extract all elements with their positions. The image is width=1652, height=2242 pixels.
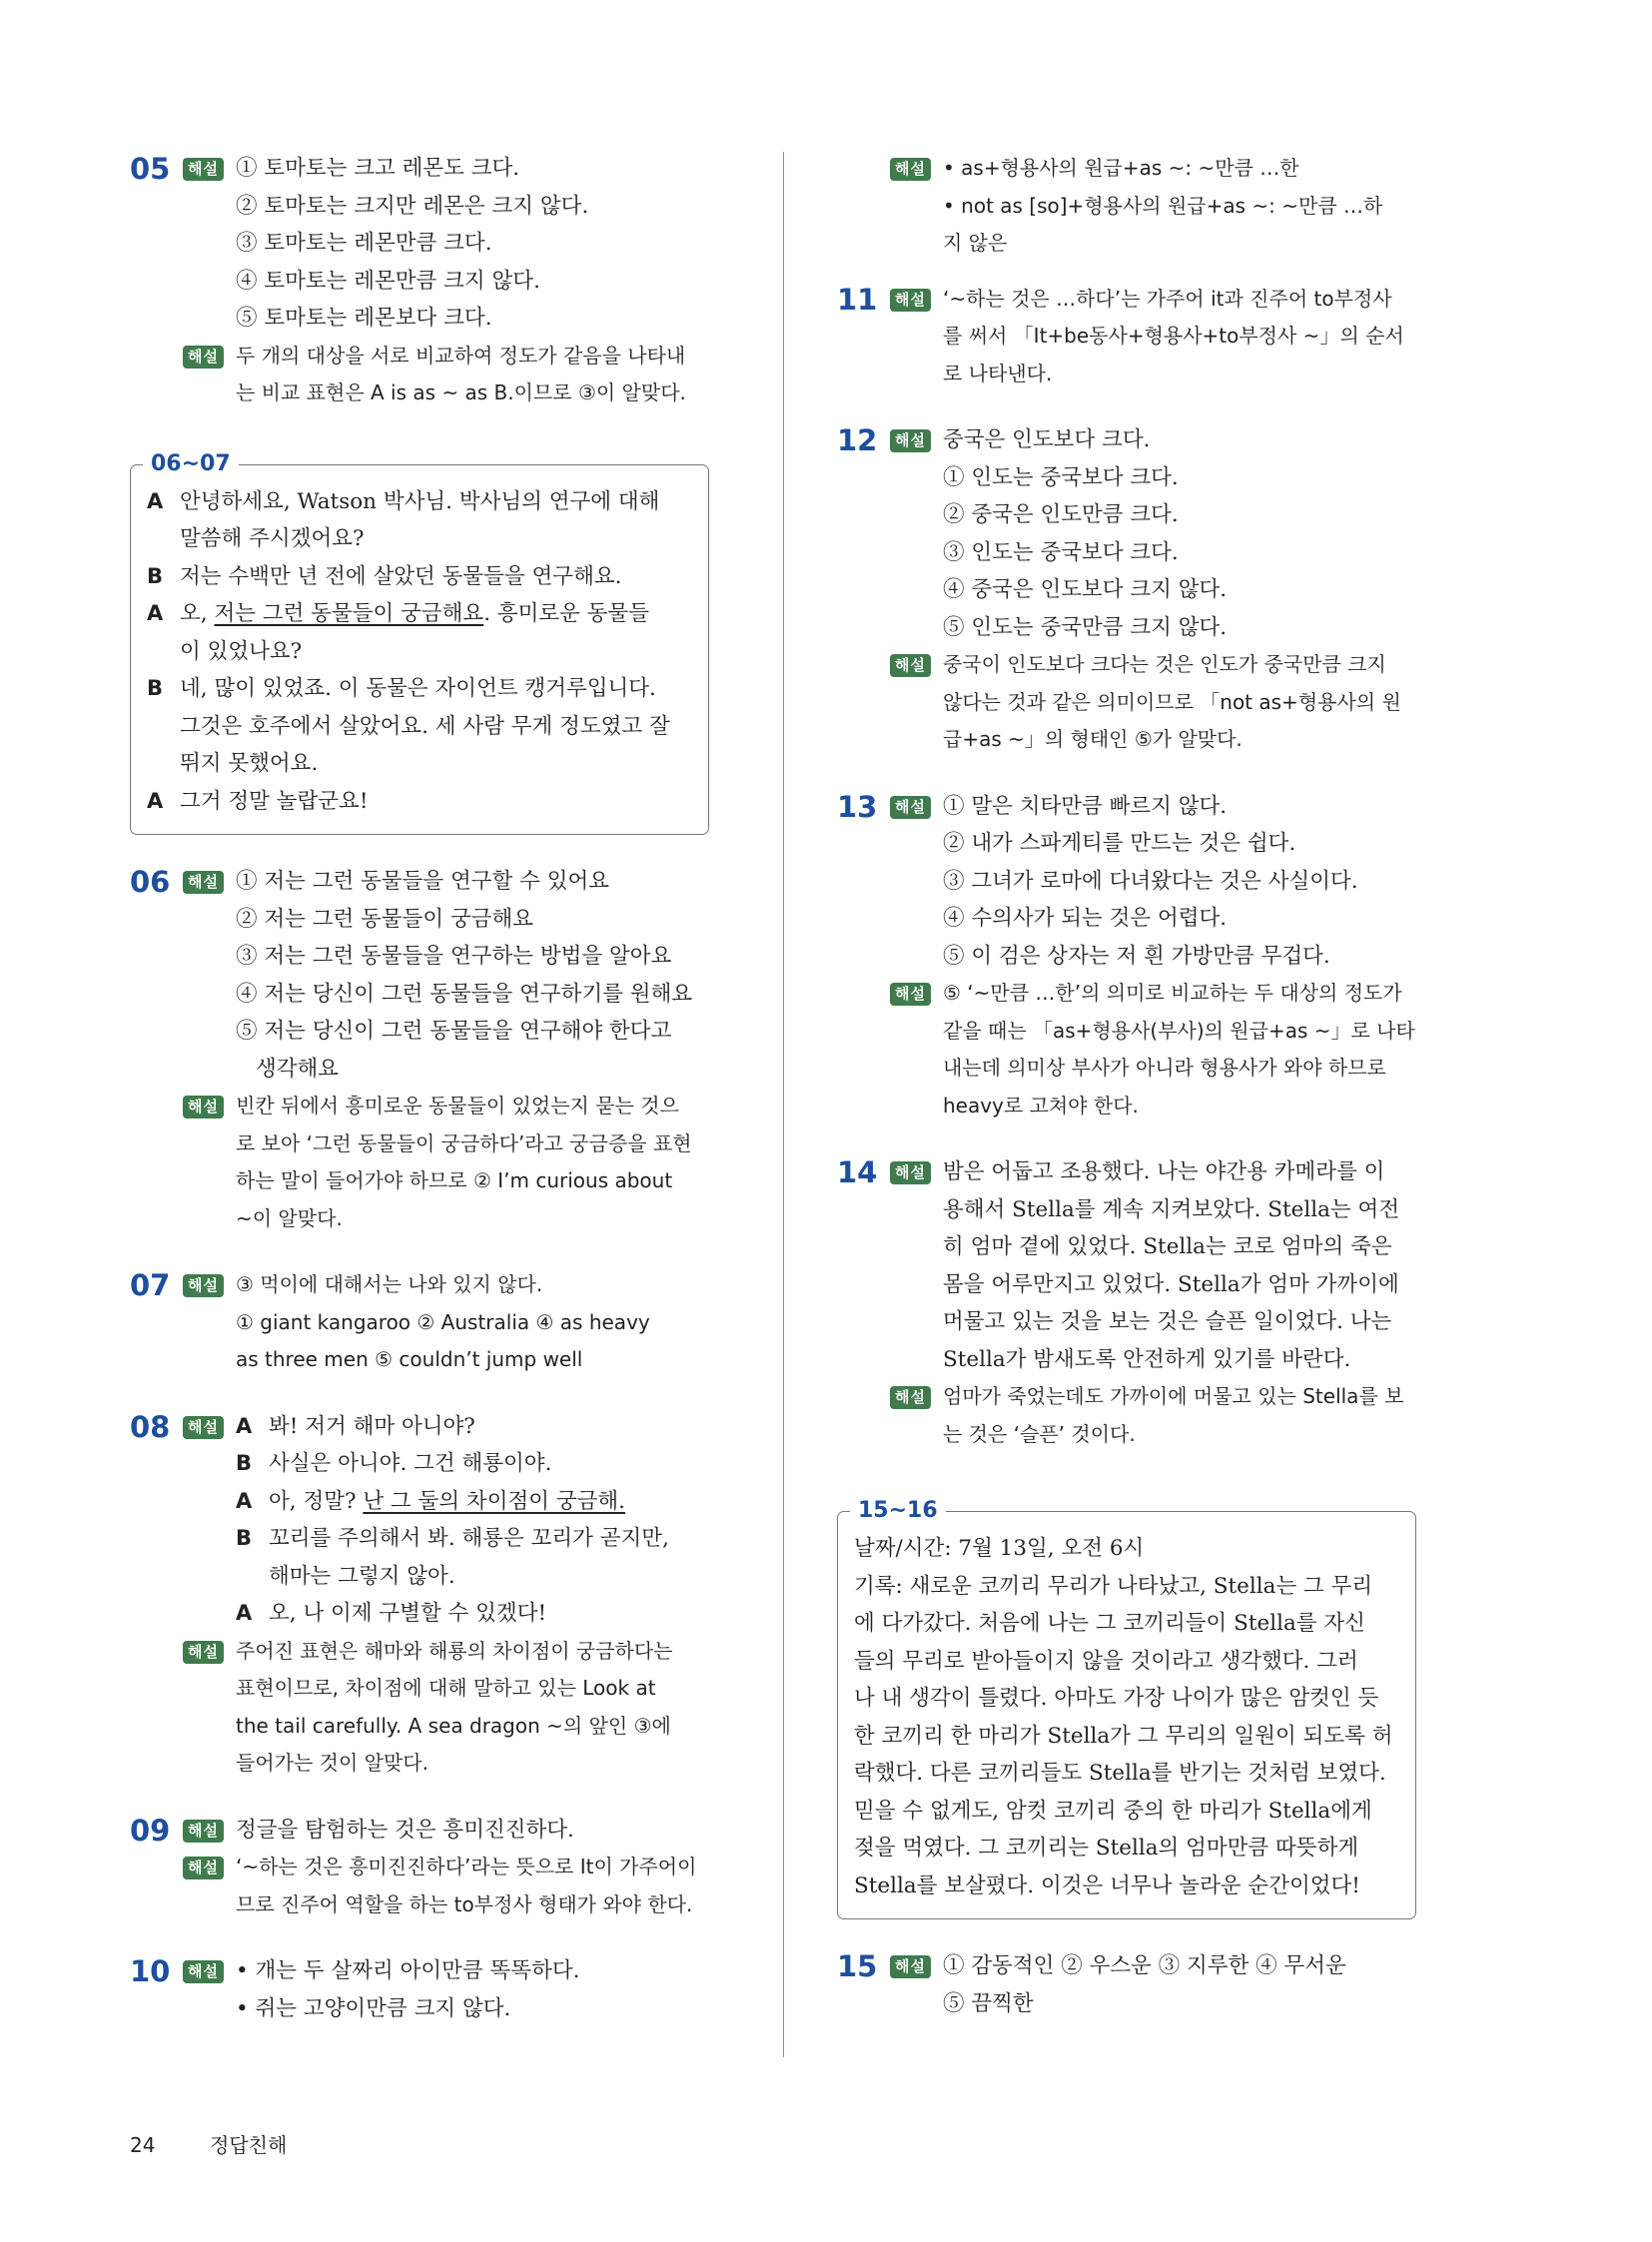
question-07: 07 해설 ③ 먹이에 대해서는 나와 있지 않다. ① giant kangaroo ② Australia ④ as heavy as three men ⑤ couldn’t jump well (130, 1268, 650, 1371)
question-13: 13 해설 ① 말은 치타만큼 빠르지 않다. ② 내가 스파게티를 만드는 것은 쉽다. ③ 그녀가 로마에 다녀왔다는 것은 사실이다. ④ 수의사가 되는 것은 어렵다. ⑤ 이 검은 상자는 저 흰 가방만큼 무겁다. 해설 ⑤ ‘~만큼 …한’의 의미로 비교하는 두 대상의 정도가 같을 때는 「as+형용사(부사)의 원급+as ~」로 나타 내는데 의미상 부사가 아니라 형용사가 와야 하므로 heavy로 고쳐야 한다. (837, 789, 1415, 1118)
explanation-badge: 해설 (890, 1386, 931, 1409)
question-number: 11 (837, 282, 878, 317)
question-number: 10 (130, 1954, 171, 1988)
question-number: 06 (130, 865, 171, 899)
explanation-badge: 해설 (183, 1820, 224, 1843)
explanation-badge: 해설 (183, 1096, 224, 1119)
question-number: 15 (837, 1949, 878, 1983)
underlined-sentence: 난 그 둘의 차이점이 궁금해. (363, 1488, 625, 1514)
passage-box-title: 06~07 (143, 449, 239, 479)
question-11: 11 해설 ‘~하는 것은 …하다’는 가주어 it과 진주어 to부정사 를 써서 「It+be동사+형용사+to부정사 ~」의 순서 로 나타낸다. (837, 282, 1404, 385)
question-number: 12 (837, 423, 878, 457)
explanation-badge: 해설 (890, 796, 931, 819)
passage-box-15-16: 15~16 날짜/시간: 7월 13일, 오전 6시 기록: 새로운 코끼리 무리가 나타났고, Stella는 그 무리 에 다가갔다. 처음에 나는 그 코끼리들이 Stella를 자신 들의 무리로 받아들이지 않을 것이라고 생각했다. 그러 나 내 생각이 틀렸다. 아마도 가장 나이가 많은 암컷인 듯 한 코끼리 한 마리가 Stella가 그 무리의 일원이 되도록 허 락했다. 다른 코끼리들도 Stella를 반기는 것처럼 보였다. 믿을 수 없게도, 암컷 코끼리 중의 한 마리가 Stella에게 젖을 먹였다. 그 코끼리는 Stella의 엄마만큼 따뜻하게 Stella를 보살폈다. 이것은 너무나 놀라운 순간이었다! (837, 1511, 1416, 1919)
explanation-badge: 해설 (183, 871, 224, 894)
question-12: 12 해설 중국은 인도보다 크다. ① 인도는 중국보다 크다. ② 중국은 인도만큼 크다. ③ 인도는 중국보다 크다. ④ 중국은 인도보다 크지 않다. ⑤ 인도는 중국만큼 크지 않다. 해설 중국이 인도보다 크다는 것은 인도가 중국만큼 크지 않다는 것과 같은 의미이므로 「not as+형용사의 원 급+as ~」의 형태인 ⑤가 알맞다. (837, 423, 1401, 751)
explanation-badge: 해설 (183, 158, 224, 181)
passage-box-06-07: 06~07 A 안녕하세요, Watson 박사님. 박사님의 연구에 대해 말씀해 주시겠어요? B 저는 수백만 년 전에 살았던 동물들을 연구해요. A 오, 저는 그런 동물들이 궁금해요. 흥미로운 동물들 이 있었나요? B 네, 많이 있었죠. 이 동물은 자이언트 캥거루입니다. 그것은 호주에서 살았어요. 세 사람 무게 정도였고 잘 뛰지 못했어요. A 그거 정말 놀랍군요! (130, 464, 709, 836)
explanation-badge: 해설 (890, 429, 931, 452)
book-title: 정답친해 (210, 2133, 288, 2157)
explanation-badge: 해설 (890, 1161, 931, 1184)
explanation-badge: 해설 (183, 1274, 224, 1297)
question-number: 07 (130, 1268, 171, 1302)
explanation-badge: 해설 (183, 1641, 224, 1664)
explanation-badge: 해설 (890, 1955, 931, 1978)
explanation-badge: 해설 (890, 289, 931, 312)
question-09: 09 해설 정글을 탐험하는 것은 흥미진진하다. 해설 ‘~하는 것은 흥미진진하다’라는 뜻으로 It이 가주어이 므로 진주어 역할을 하는 to부정사 형태가 와야 한다. (130, 1813, 697, 1916)
explanation-badge: 해설 (890, 654, 931, 677)
explanation-badge: 해설 (183, 1960, 224, 1983)
explanation-badge: 해설 (183, 1416, 224, 1439)
question-number: 05 (130, 152, 171, 186)
explanation-badge: 해설 (183, 1857, 224, 1879)
question-15: 15 해설 ① 감동적인 ② 우스운 ③ 지루한 ④ 무서운 ⑤ 끔찍한 (837, 1949, 1346, 2016)
question-10-continued: 해설 • as+형용사의 원급+as ~: ~만큼 …한 • not as [so]+형용사의 원급+as ~: ~만큼 …하 지 않은 (837, 150, 1416, 263)
question-number: 09 (130, 1813, 171, 1848)
explanation-badge: 해설 (890, 983, 931, 1006)
passage-box-title: 15~16 (850, 1496, 946, 1526)
column-divider (783, 152, 784, 2057)
explanation-badge: 해설 (183, 346, 224, 369)
question-number: 14 (837, 1155, 878, 1189)
left-column (130, 150, 709, 2027)
explanation-badge: 해설 (890, 158, 931, 181)
right-column (837, 150, 1416, 2022)
question-number: 13 (837, 789, 878, 824)
page-footer (130, 2129, 287, 2158)
question-number: 08 (130, 1409, 171, 1444)
page-number: 24 (130, 2133, 156, 2157)
question-05: 05 해설 ① 토마토는 크고 레몬도 크다. ② 토마토는 크지만 레몬은 크지 않다. ③ 토마토는 레몬만큼 크다. ④ 토마토는 레몬만큼 크지 않다. ⑤ 토마토는 레몬보다 크다. 해설 두 개의 대상을 서로 비교하여 정도가 같음을 나타내 는 비교 표현은 A is as ~ as B.이므로 ③이 알맞다. (130, 152, 686, 404)
question-08: 08 해설 A 봐! 저거 해마 아니야? B 사실은 아니야. 그건 해룡이야. A 아, 정말? 난 그 둘의 차이점이 궁금해. B 꼬리를 주의해서 봐. 해룡은 꼬리가 곧지만, 해마는 그렇지 않아. A 오, 나 이제 구별할 수 있겠다! 해설 주어진 표현은 해마와 해룡의 차이점이 궁금하다는 표현이므로, 차이점에 대해 말하고 있는 Look at the tail carefully. A sea dragon ~의 앞인 ③에 들어가는 것이 알맞다. (130, 1409, 673, 1775)
question-14: 14 해설 밤은 어둡고 조용했다. 나는 야간용 카메라를 이 용해서 Stella를 계속 지켜보았다. Stella는 여전 히 엄마 곁에 있었다. Stella는 코로 엄마의 죽은 몸을 어루만지고 있었다. Stella가 엄마 가까이에 머물고 있는 것을 보는 것은 슬픈 일이었다. 나는 Stella가 밤새도록 안전하게 있기를 바란다. 해설 엄마가 죽었는데도 가까이에 머물고 있는 Stella를 보 는 것은 ‘슬픈’ 것이다. (837, 1155, 1404, 1446)
question-10: 10 해설 • 개는 두 살짜리 아이만큼 똑똑하다. • 쥐는 고양이만큼 크지 않다. (130, 1954, 580, 2021)
underlined-blank: 저는 그런 동물들이 궁금해요 (214, 601, 484, 626)
question-06: 06 해설 ① 저는 그런 동물들을 연구할 수 있어요 ② 저는 그런 동물들이 궁금해요 ③ 저는 그런 동물들을 연구하는 방법을 알아요 ④ 저는 당신이 그런 동물들을 연구하기를 원해요 ⑤ 저는 당신이 그런 동물들을 연구해야 한다고 생각해요 해설 빈칸 뒤에서 흥미로운 동물들이 있었는지 묻는 것으 로 보아 ‘그런 동물들이 궁금하다’라고 궁금증을 표현 하는 말이 들어가야 하므로 ② I’m curious about ~이 알맞다. (130, 865, 693, 1230)
